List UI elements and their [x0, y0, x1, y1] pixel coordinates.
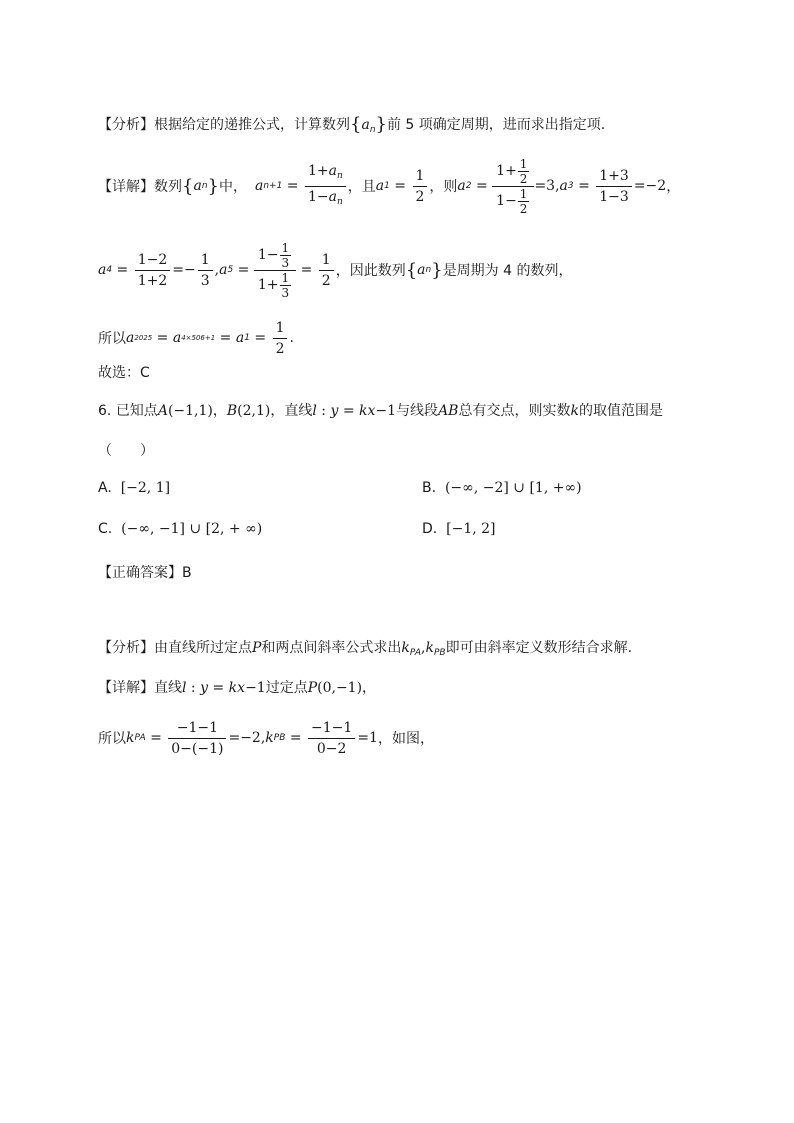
correct-answer: 【正确答案】B [98, 565, 192, 581]
analysis-text-b: 前 5 项确定周期，进而求出指定项. [386, 117, 606, 133]
detail-line-3: 所以 a 2025 = a 4×506+1 = a 1 = $\frac{1}{2}$ . [98, 319, 294, 357]
question-6: 6. 已知点A(−1,1)，B(2,1)，直线l : y = kx−1与线段AB总有交点，则实数k的取值范围是 [98, 403, 663, 419]
option-b[interactable]: B. (−∞, −2] ∪ [1, +∞) [422, 480, 582, 496]
question-paren: （ ） [98, 443, 154, 459]
analysis-text-a: 根据给定的递推公式，计算数列 [154, 117, 350, 133]
option-a[interactable]: A. [−2, 1] [98, 480, 171, 496]
answer-select: 故选：C [98, 365, 150, 381]
option-d[interactable]: D. [−1, 2] [422, 521, 496, 537]
detail-line-2: a 4 = $\frac{1-2}{1+2}$ =− $\frac{1}{3}$ , a 5 = 1− 1 3 1+ 1 3 = $\frac{1}{2}$ ，因此数列 { a n } 是周期为 4 的数列， [98, 240, 573, 300]
detail-line-4: 【详解】直线l : y = kx−1过定点P(0,−1)， [98, 680, 377, 696]
analysis-tag: 【分析】 [98, 117, 154, 133]
analysis-line-2: 【分析】由直线所过定点P和两点间斜率公式求出$k_{PA},k_{PB}$即可由斜率定义数形结合求解. [98, 640, 633, 658]
option-c[interactable]: C. (−∞, −1] ∪ [2, + ∞) [98, 521, 263, 537]
analysis-line-1: 【分析】根据给定的递推公式，计算数列$\{a_n\}$前 5 项确定周期，进而求出指定项. [98, 114, 606, 135]
detail-line-5: 所以 k PA = $\frac{-1-1}{0-(-1)}$ =−2, k PB = $\frac{-1-1}{0-2}$ =1 ，如图， [98, 719, 434, 757]
detail-line-1: 【详解】 数列 { a n } 中， a n+1 = $\frac{1+a_n}{1-a_n}$ ，且 a 1 = $\frac{1}{2}$ ，则 a 2 = 1+ 1 2 1− 1 2 =3, a 3 = $\frac{1+3}{1-3}$ =−2 ， [98, 156, 681, 216]
detail-tag: 【详解】 [98, 179, 154, 195]
